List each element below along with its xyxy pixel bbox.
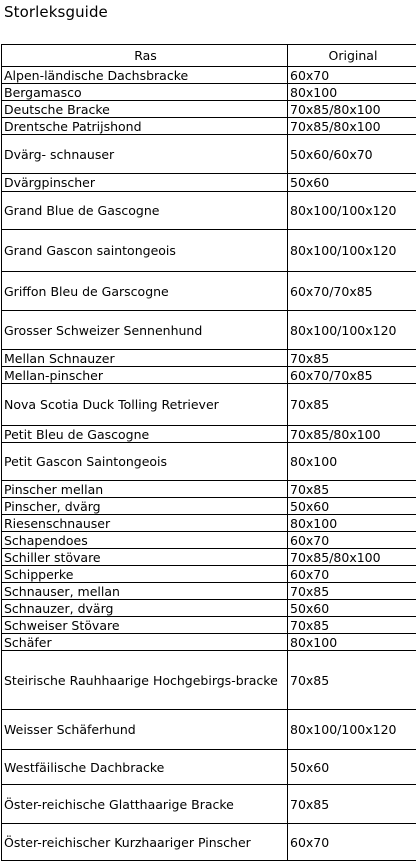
breed-cell: Dvärgpinscher: [2, 174, 288, 192]
table-row: [2, 101, 416, 118]
table-row: [2, 824, 416, 861]
table-row: [2, 481, 416, 498]
size-cell: 60x70: [288, 566, 416, 583]
breed-cell: Weisser Schäferhund: [2, 710, 288, 750]
size-cell: 60x70: [288, 67, 416, 84]
table-row: [2, 785, 416, 824]
table-row: [2, 135, 416, 174]
table-row: [2, 498, 416, 515]
table-row: [2, 617, 416, 634]
table-row: [2, 230, 416, 272]
size-guide-table: [1, 44, 416, 861]
breed-cell: Schnauzer, dvärg: [2, 600, 288, 617]
column-header-breed: Ras: [2, 45, 288, 67]
table-row: [2, 651, 416, 710]
breed-cell: Riesenschnauser: [2, 515, 288, 532]
breed-cell: Mellan Schnauzer: [2, 350, 288, 367]
breed-cell: Schnauser, mellan: [2, 583, 288, 600]
size-cell: 80x100/100x120: [288, 192, 416, 230]
size-cell: 80x100/100x120: [288, 311, 416, 350]
size-cell: 60x70: [288, 824, 416, 861]
breed-cell: Schiller stövare: [2, 549, 288, 566]
size-cell: 60x70/70x85: [288, 367, 416, 384]
page-title: Storleksguide: [4, 1, 108, 23]
size-cell: 80x100: [288, 84, 416, 101]
size-cell: 80x100: [288, 515, 416, 532]
breed-cell: Pinscher, dvärg: [2, 498, 288, 515]
table-row: [2, 566, 416, 583]
size-cell: 70x85: [288, 481, 416, 498]
size-cell: 50x60/60x70: [288, 135, 416, 174]
table-row: [2, 583, 416, 600]
breed-cell: Bergamasco: [2, 84, 288, 101]
breed-cell: Öster-reichische Glatthaarige Bracke: [2, 785, 288, 824]
table-header-row: [2, 45, 416, 67]
breed-cell: Grosser Schweizer Sennenhund: [2, 311, 288, 350]
breed-cell: Schapendoes: [2, 532, 288, 549]
size-cell: 70x85/80x100: [288, 101, 416, 118]
breed-cell: Alpen-ländische Dachsbracke: [2, 67, 288, 84]
size-cell: 70x85/80x100: [288, 118, 416, 135]
size-cell: 50x60: [288, 600, 416, 617]
size-cell: 80x100/100x120: [288, 230, 416, 272]
table-row: [2, 384, 416, 426]
table-row: [2, 192, 416, 230]
table-row: [2, 549, 416, 566]
table-row: [2, 174, 416, 192]
breed-cell: Schweiser Stövare: [2, 617, 288, 634]
breed-cell: Grand Blue de Gascogne: [2, 192, 288, 230]
breed-cell: Schäfer: [2, 634, 288, 651]
size-cell: 60x70/70x85: [288, 272, 416, 311]
breed-cell: Schipperke: [2, 566, 288, 583]
size-cell: 70x85: [288, 651, 416, 710]
table-row: [2, 443, 416, 481]
table-row: [2, 272, 416, 311]
size-cell: 60x70: [288, 532, 416, 549]
table-row: [2, 367, 416, 384]
table-row: [2, 532, 416, 549]
size-cell: 50x60: [288, 750, 416, 785]
table-row: [2, 67, 416, 84]
breed-cell: Griffon Bleu de Garscogne: [2, 272, 288, 311]
table-row: [2, 426, 416, 443]
table-row: [2, 84, 416, 101]
breed-cell: Steirische Rauhhaarige Hochgebirgs-bracke: [2, 651, 288, 710]
breed-cell: Mellan-pinscher: [2, 367, 288, 384]
size-cell: 50x60: [288, 174, 416, 192]
breed-cell: Pinscher mellan: [2, 481, 288, 498]
size-cell: 80x100/100x120: [288, 710, 416, 750]
breed-cell: Petit Bleu de Gascogne: [2, 426, 288, 443]
size-cell: 70x85: [288, 785, 416, 824]
size-cell: 50x60: [288, 498, 416, 515]
size-cell: 80x100: [288, 443, 416, 481]
table-row: [2, 515, 416, 532]
breed-cell: Westfäilische Dachbracke: [2, 750, 288, 785]
breed-cell: Drentsche Patrijshond: [2, 118, 288, 135]
size-cell: 70x85: [288, 583, 416, 600]
size-cell: 80x100: [288, 634, 416, 651]
size-cell: 70x85/80x100: [288, 549, 416, 566]
table-row: [2, 600, 416, 617]
size-cell: 70x85: [288, 384, 416, 426]
table-row: [2, 350, 416, 367]
size-cell: 70x85: [288, 617, 416, 634]
table-row: [2, 311, 416, 350]
table-row: [2, 750, 416, 785]
size-cell: 70x85/80x100: [288, 426, 416, 443]
breed-cell: Nova Scotia Duck Tolling Retriever: [2, 384, 288, 426]
breed-cell: Öster-reichischer Kurzhaariger Pinscher: [2, 824, 288, 861]
column-header-size: Original: [288, 45, 416, 67]
table-row: [2, 118, 416, 135]
breed-cell: Petit Gascon Saintongeois: [2, 443, 288, 481]
breed-cell: Deutsche Bracke: [2, 101, 288, 118]
breed-cell: Dvärg- schnauser: [2, 135, 288, 174]
table-row: [2, 634, 416, 651]
size-cell: 70x85: [288, 350, 416, 367]
breed-cell: Grand Gascon saintongeois: [2, 230, 288, 272]
table-row: [2, 710, 416, 750]
